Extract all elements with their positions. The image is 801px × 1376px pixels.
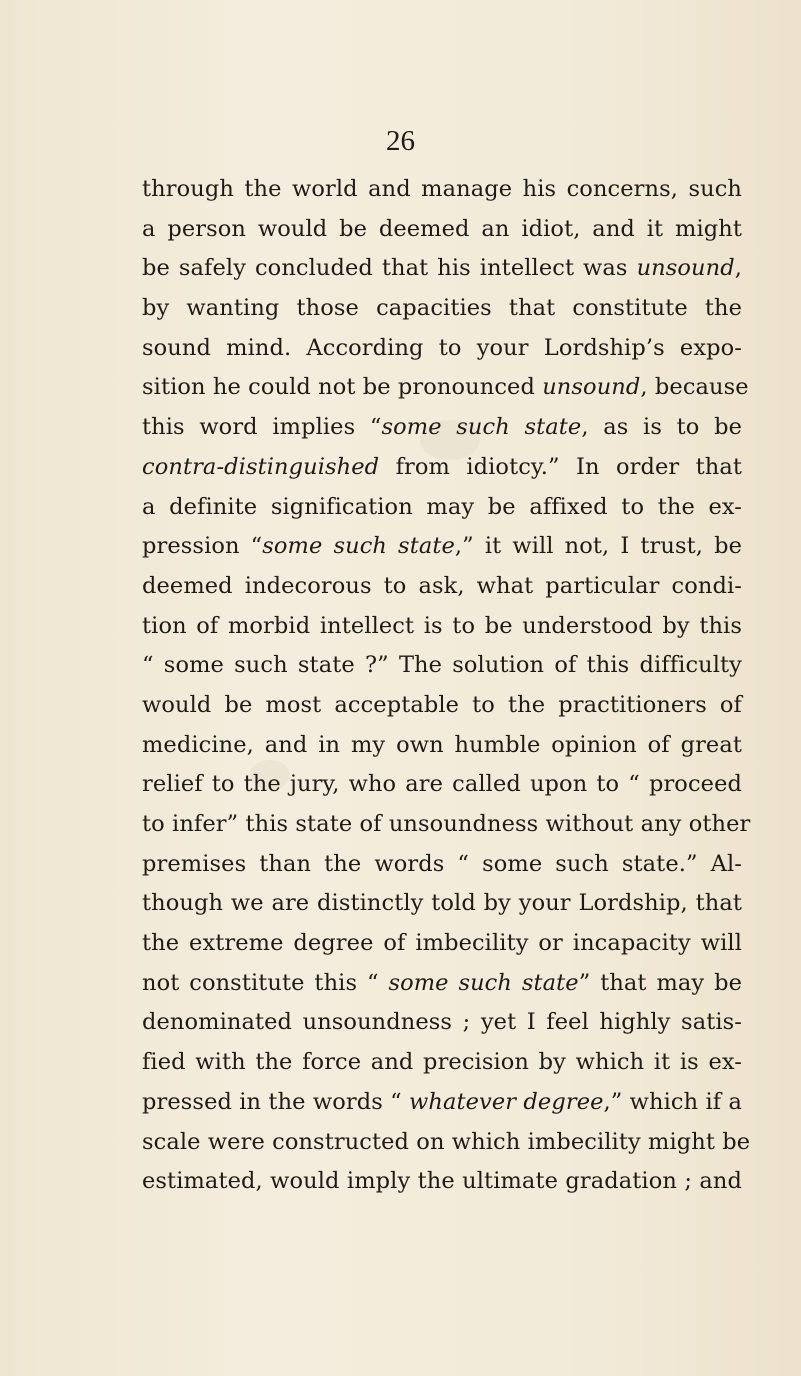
text-line (142, 527, 742, 567)
text-segment: scale were constructed on which imbecility might be (142, 1128, 751, 1155)
text-segment: from idiotcy.” In order that (379, 453, 742, 480)
text-segment: ,” it will not, I trust, be (454, 533, 742, 560)
text-line (142, 884, 742, 924)
text-segment: not constitute this “ (142, 969, 389, 996)
text-line (142, 765, 742, 805)
text-line (142, 726, 742, 766)
text-line (142, 329, 742, 369)
text-line (142, 210, 742, 250)
text-line (142, 607, 742, 647)
text-line (142, 249, 742, 289)
text-segment: “ some such state ?” The solution of this difficulty (142, 652, 742, 679)
text-line (142, 567, 742, 607)
text-line (142, 1003, 742, 1043)
text-segment: premises than the words “ some such state.” Al- (142, 850, 742, 877)
text-line (142, 1123, 751, 1163)
italic-text-segment: some such state (388, 969, 579, 996)
text-line (142, 170, 742, 210)
text-segment: , (734, 255, 742, 282)
text-segment: be safely concluded that his intellect was (142, 255, 637, 282)
text-segment: pression “ (142, 533, 263, 560)
text-segment: sound mind. According to your Lordship’s expo- (142, 334, 742, 361)
text-segment: though we are distinctly told by your Lordship, that (142, 890, 742, 917)
text-line (142, 368, 749, 408)
text-segment: ,” which if a (603, 1088, 742, 1115)
text-segment: the extreme degree of imbecility or incapacity will (142, 930, 742, 957)
text-segment: sition he could not be pronounced (142, 374, 543, 401)
text-segment: pressed in the words “ (142, 1088, 410, 1115)
text-segment: medicine, and in my own humble opinion of great (142, 731, 742, 758)
body-text (142, 170, 751, 1202)
text-line (142, 448, 742, 488)
text-line (142, 964, 742, 1004)
text-segment: through the world and manage his concerns, such (142, 176, 742, 202)
text-line (142, 805, 751, 845)
text-segment: relief to the jury, who are called upon to “ proceed (142, 771, 742, 798)
text-segment: deemed indecorous to ask, what particular condi- (142, 572, 742, 599)
text-line (142, 488, 742, 528)
text-segment: ” that may be (578, 969, 742, 996)
text-line (142, 924, 742, 964)
text-segment: denominated unsoundness ; yet I feel highly satis- (142, 1009, 742, 1036)
text-segment: tion of morbid intellect is to be understood by this (142, 612, 742, 639)
text-line (142, 1043, 742, 1083)
text-segment: a person would be deemed an idiot, and it might (142, 215, 742, 242)
text-line (142, 646, 742, 686)
text-line (142, 686, 742, 726)
text-segment: by wanting those capacities that constitute the (142, 295, 742, 322)
text-segment: , as is to be (581, 414, 742, 441)
text-segment: to infer” this state of unsoundness without any other (142, 811, 751, 837)
italic-text-segment: whatever degree (409, 1088, 604, 1115)
text-line (142, 289, 742, 329)
text-segment: would be most acceptable to the practitioners of (142, 691, 742, 718)
text-line (142, 1083, 742, 1123)
text-segment: a definite signification may be affixed to the ex- (142, 493, 742, 520)
text-segment: fied with the force and precision by which it is ex- (142, 1049, 742, 1076)
text-segment: , because (640, 374, 749, 401)
italic-text-segment: some such state (381, 414, 582, 441)
text-line (142, 1162, 742, 1202)
text-line (142, 408, 742, 448)
text-segment: estimated, would imply the ultimate gradation ; and (142, 1168, 742, 1195)
page-number: 26 (386, 125, 415, 157)
italic-text-segment: some such state (262, 533, 455, 560)
italic-text-segment: unsound (636, 255, 735, 282)
text-line (142, 845, 742, 885)
text-segment: this word implies “ (142, 414, 382, 441)
italic-text-segment: contra-distinguished (142, 453, 380, 480)
italic-text-segment: unsound (542, 374, 641, 401)
